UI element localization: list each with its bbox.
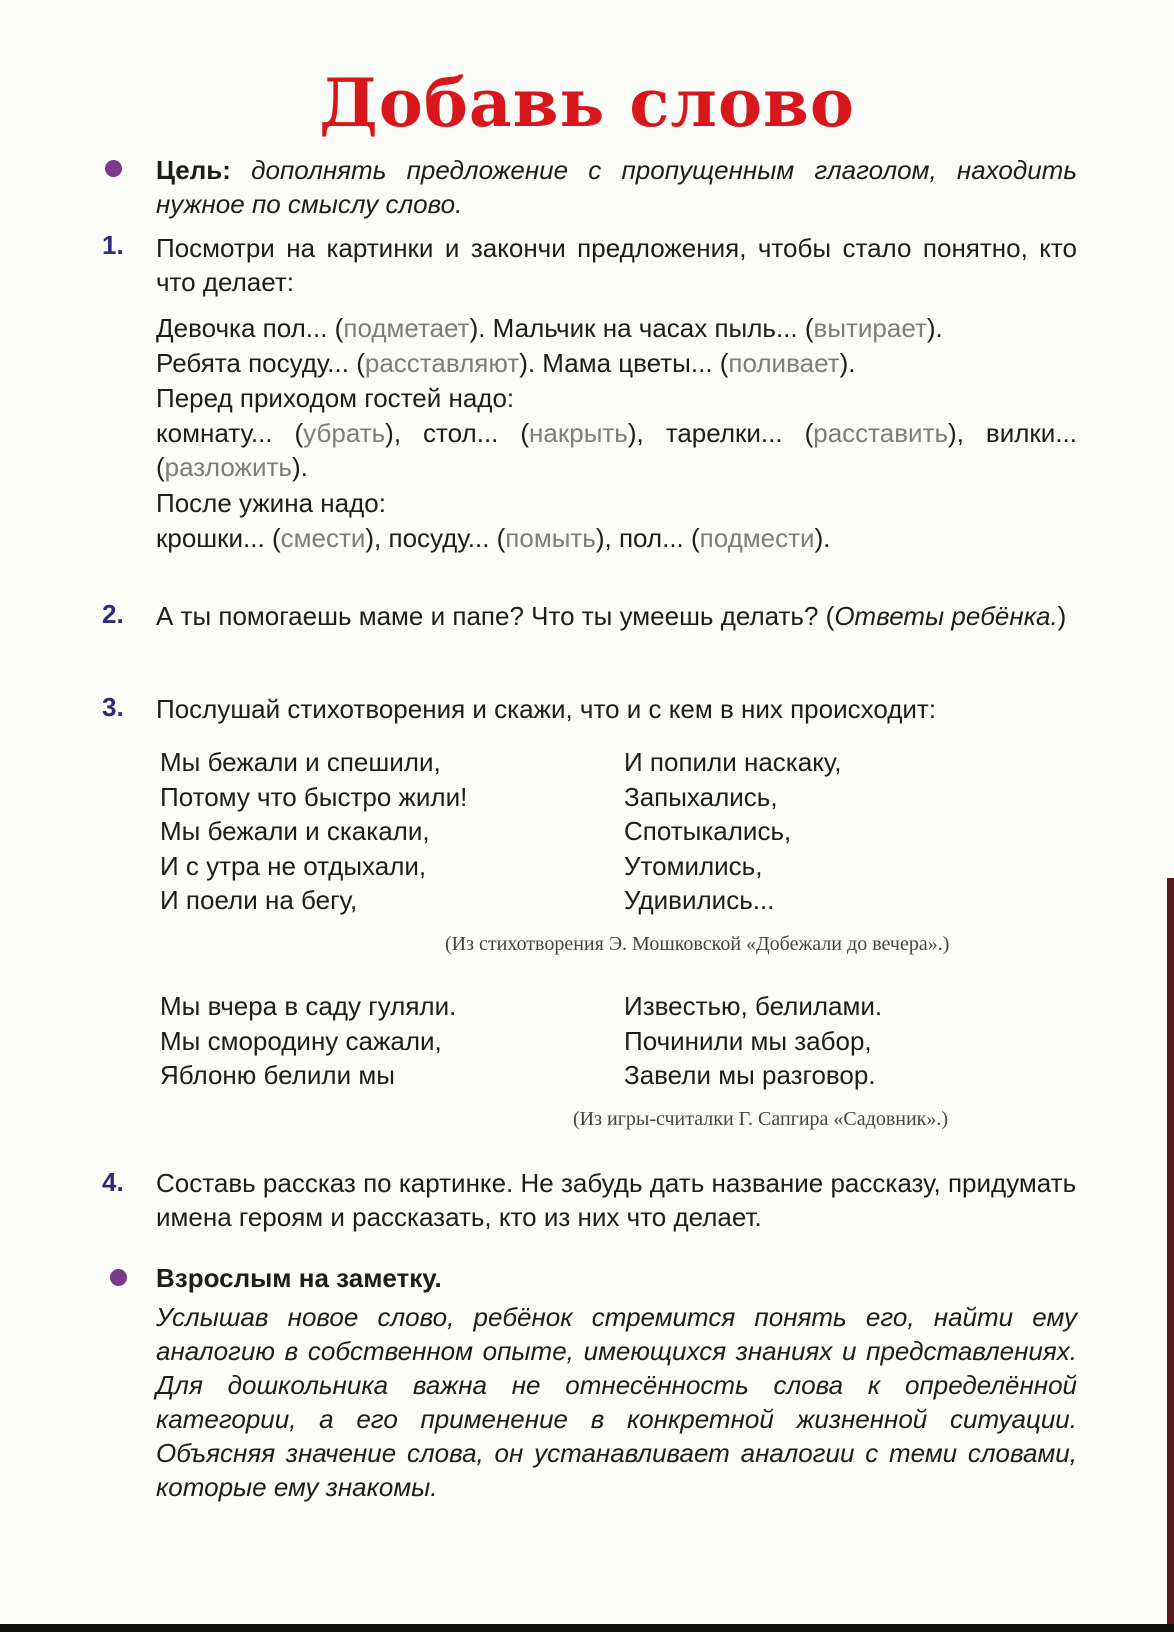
task1-sentence-1	[156, 311, 1077, 345]
task1-text: ).	[814, 523, 831, 553]
task-number-3: 3.	[102, 692, 124, 722]
poem-line: Спотыкались,	[624, 816, 792, 846]
task1-sentence-2	[156, 346, 1077, 380]
task1-guests-list	[156, 416, 1077, 484]
task-number-4: 4.	[102, 1167, 124, 1197]
task1-text: ), пол... (	[595, 523, 700, 553]
poem-line: Запыхались,	[624, 781, 778, 812]
poem1-right	[624, 745, 841, 918]
task1-before-guests: Перед приходом гостей надо:	[156, 383, 515, 413]
task1-text: ), посуду... (	[365, 523, 506, 553]
task2-text	[156, 599, 1077, 633]
task1-text: ), тарелки... (	[627, 418, 814, 448]
task-number-1: 1.	[102, 230, 124, 260]
poem1-source: (Из стихотворения Э. Мошковской «Добежали до вечера».)	[445, 933, 950, 955]
task1-text: ), вилки... (	[156, 418, 1077, 482]
task1-answer: помыть	[505, 523, 596, 553]
task1-text: ).	[291, 452, 308, 482]
goal-text: дополнять предложение с пропущенным глаголом, находить нужное по смыслу слово.	[156, 155, 1077, 219]
task1-text: комнату... (	[156, 418, 304, 448]
adults-text: Услышав новое слово, ребёнок стремится понять его, найти ему аналогию в собственном опыте, имеющихся знаниях и представлениях. Для дошкольника важна не отнесённость слова к определённой категории, а его применение в конкретной жизненной ситуации. Объясняя значение слова, он устанавливает аналогии с теми словами, которые ему знакомы.	[156, 1302, 1077, 1502]
poem2-left	[160, 989, 456, 1093]
task1-answer: накрыть	[529, 418, 628, 448]
task1-after-dinner: После ужина надо:	[156, 488, 386, 518]
task1-answer: подмести	[699, 523, 815, 553]
poem-line: И с утра не отдыхали,	[160, 850, 427, 881]
task1-text: ). Мама цветы... (	[519, 348, 729, 378]
poem-line: И поели на бегу,	[160, 885, 358, 915]
page-edge	[1167, 878, 1174, 1632]
task1-answer: разложить	[164, 452, 292, 482]
task1-answer: расставляют	[364, 348, 520, 378]
task1-answer: смести	[280, 523, 366, 553]
task2-end: )	[1057, 601, 1067, 631]
task1-intro: Посмотри на картинки и закончи предложения, чтобы стало понятно, кто что делает:	[156, 233, 1077, 297]
task1-text: ).	[839, 348, 856, 378]
task4-text: Составь рассказ по картинке. Не забудь дать название рассказу, придумать имена героям и рассказать, кто из них что делает.	[156, 1168, 1077, 1232]
task1-answer: подметает	[343, 313, 470, 343]
task1-text: ), стол... (	[385, 418, 530, 448]
poem1-left	[160, 745, 467, 918]
task1-text: крошки... (	[156, 523, 281, 553]
task1-answer: убрать	[303, 418, 386, 448]
poem-line: Мы бежали и спешили,	[160, 747, 441, 777]
poem-line: Потому что быстро жили!	[160, 781, 468, 812]
page-title: Добавь слово	[319, 64, 855, 142]
poem-line: Завели мы разговор.	[624, 1060, 876, 1090]
task1-text: Ребята посуду... (	[156, 348, 365, 378]
adults-bullet-icon	[110, 1269, 127, 1286]
task1-answer: расставить	[813, 418, 949, 448]
task1-answer: поливает	[728, 348, 840, 378]
poem2-right	[624, 989, 882, 1093]
page-edge-bottom	[0, 1624, 1174, 1632]
poem2-source: (Из игры-считалки Г. Сапгира «Садовник».)	[573, 1108, 949, 1130]
task-number-2: 2.	[102, 599, 124, 629]
goal-label: Цель:	[156, 155, 231, 185]
task1-text: Девочка пол... (	[156, 313, 344, 343]
goal-bullet-icon	[105, 160, 122, 177]
poem-line: Мы бежали и скакали,	[160, 816, 430, 846]
poem-line: И попили наскаку,	[624, 747, 842, 777]
task1-answer: вытирает	[813, 313, 927, 343]
poem-line: Известью, белилами.	[624, 991, 883, 1021]
poem-line: Мы смородину сажали,	[160, 1025, 442, 1056]
poem-line: Утомились,	[624, 850, 763, 881]
task1-dinner-list	[156, 521, 1077, 555]
adults-heading: Взрослым на заметку.	[156, 1263, 442, 1293]
poem-line: Удивились...	[624, 885, 775, 915]
task2-note: Ответы ребёнка.	[834, 601, 1058, 631]
task1-text: ).	[926, 313, 943, 343]
goal-paragraph	[156, 153, 1077, 221]
poem-line: Починили мы забор,	[624, 1025, 872, 1056]
task2-question: А ты помогаешь маме и папе? Что ты умеешь делать? (	[156, 601, 835, 631]
poem-line: Мы вчера в саду гуляли.	[160, 991, 457, 1021]
task1-text: ). Мальчик на часах пыль... (	[469, 313, 814, 343]
poem-line: Яблоню белили мы	[160, 1060, 395, 1090]
task3-intro: Послушай стихотворения и скажи, что и с кем в них происходит:	[156, 694, 937, 724]
